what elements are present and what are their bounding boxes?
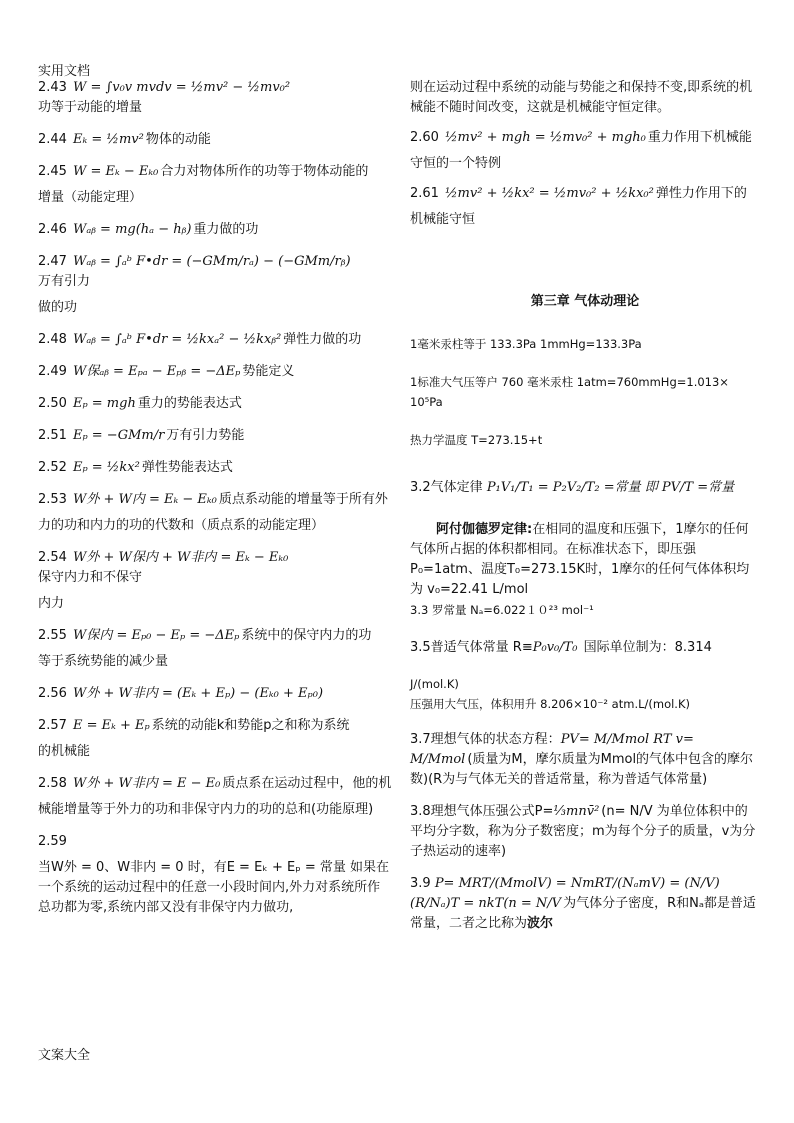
- equation-formula: Wₐᵦ = ∫ₐᵇ F•dr = (−GMm/rₐ) − (−GMm/rᵦ): [72, 254, 351, 269]
- ideal-gas-state-equation: [410, 730, 760, 790]
- equation-number: 2.52: [38, 460, 67, 475]
- equation-description: 弹性势能表达式: [141, 460, 233, 475]
- standard-atmosphere: 1标准大气压等户 760 毫米汞柱 1atm=760mmHg=1.013× 10⁵Pa: [410, 375, 729, 409]
- equation-number: 2.61: [410, 186, 439, 201]
- equation-description: 合力对物体所作的功等于物体动能的: [160, 164, 369, 179]
- equation-line: [38, 626, 393, 646]
- equation-2-48: [38, 330, 393, 350]
- gas-constant: [410, 638, 760, 658]
- page-footer: 文案大全: [38, 1048, 91, 1063]
- equation-number: 2.48: [38, 332, 67, 347]
- eq-3-9-formula: P= MRT/(MmolV) = NmRT/(NₐmV) = (N/V)(R/Nₐ)T = nkT(n = N/V: [410, 876, 720, 911]
- eq-3-9-note: 为气体分子密度，R和Nₐ都是普适常量，二者之比称为: [410, 896, 756, 931]
- equation-formula: W保ₐᵦ = Eₚₐ − Eₚᵦ = −ΔEₚ: [72, 364, 241, 379]
- equation-line: [38, 252, 393, 292]
- avogadro-law: [410, 520, 760, 600]
- gas-constant-formula: P₀v₀/T₀: [532, 640, 578, 655]
- equation-2-44: [38, 130, 393, 150]
- equation-description: 万有引力势能: [166, 428, 245, 443]
- pressure-note: (n= N/V 为单位体积中的平均分字数，称为分子数密度；m为每个分子的质量，v为分子热运动的速率): [410, 804, 756, 859]
- equation-line: [38, 394, 393, 414]
- equation-2-45: [38, 162, 393, 208]
- equation-formula: Wₐᵦ = mg(hₐ − hᵦ): [72, 222, 192, 237]
- equation-line: [410, 128, 760, 148]
- avogadro-title: 阿付伽德罗定律:: [436, 522, 533, 537]
- equation-number: 2.54: [38, 550, 67, 565]
- equation-number: 2.59: [38, 834, 67, 849]
- equation-2-59: [38, 832, 393, 918]
- equation-description-continued: 的机械能: [38, 744, 91, 759]
- equation-description: 重力做的功: [193, 222, 259, 237]
- equation-line: [38, 78, 393, 118]
- equation-line: [38, 548, 393, 588]
- equation-line: [38, 130, 393, 150]
- equation-2-53: [38, 490, 393, 536]
- equation-line: [410, 184, 760, 204]
- equation-number: 2.46: [38, 222, 67, 237]
- equation-line: [38, 330, 393, 350]
- pressure-mmhg: 1毫米汞柱等于 133.3Pa 1mmHg=133.3Pa: [410, 337, 642, 351]
- equation-formula: W外 + W非内 = E − E₀: [72, 776, 221, 791]
- state-equation-note: (质量为M，摩尔质量为Mmol的气体中包含的摩尔数)(R为与气体无关的普适常量，称为普适气体常量): [410, 752, 754, 787]
- equation-formula: W = ∫v₀v mvdv = ½mv² − ½mv₀²: [72, 80, 291, 95]
- gas-law-label: 3.2气体定律: [410, 480, 487, 495]
- equation-formula: Eₚ = ½kx²: [72, 460, 140, 475]
- equation-2-61: [410, 184, 760, 230]
- gas-constant-atm: 压强用大气压，体积用升 8.206×10⁻² atm.L/(mol.K): [410, 697, 690, 711]
- equation-description-continued: 内力: [38, 596, 65, 611]
- equation-description: 弹性力作用下的: [655, 186, 747, 201]
- page-header: 实用文档: [38, 64, 91, 79]
- equation-number: 2.55: [38, 628, 67, 643]
- equation-number: 2.47: [38, 254, 67, 269]
- equation-2-46: [38, 220, 393, 240]
- conservation-intro: 则在运动过程中系统的动能与势能之和保持不变,即系统的机械能不随时间改变，这就是机械能守恒定律。: [410, 80, 753, 115]
- equation-number: 2.53: [38, 492, 67, 507]
- equation-formula: E = Eₖ + Eₚ: [72, 718, 150, 733]
- equation-description-continued: 等于系统势能的减少量: [38, 654, 169, 669]
- eq-3-9-term: 波尔: [527, 916, 554, 931]
- equation-formula: Wₐᵦ = ∫ₐᵇ F•dr = ½kxₐ² − ½kxᵦ²: [72, 332, 282, 347]
- equation-formula: Eₚ = mgh: [72, 396, 136, 411]
- equation-description-continued: 增量（动能定理）: [38, 190, 143, 205]
- equation-formula: W外 + W内 = Eₖ − Eₖ₀: [72, 492, 217, 507]
- equation-line: [38, 220, 393, 240]
- equation-line: [38, 774, 393, 794]
- equation-number: 2.58: [38, 776, 67, 791]
- equation-line: [38, 426, 393, 446]
- equation-description: 功等于动能的增量: [38, 100, 143, 115]
- gas-constant-unit: J/(mol.K): [410, 677, 459, 691]
- equation-2-51: [38, 426, 393, 446]
- equation-formula: W外 + W保内 + W非内 = Eₖ − Eₖ₀: [72, 550, 289, 565]
- equation-description: 物体的动能: [145, 132, 211, 147]
- equation-description: 弹性力做的功: [283, 332, 362, 347]
- avogadro-body: 在相同的温度和压强下，1摩尔的任何气体所占据的体积都相同。在标准状态下，即压强P₀=1atm、温度T₀=273.15K时，1摩尔的任何气体体积均为 v₀=22.41 L/mol: [410, 522, 750, 597]
- gas-density-formula: [410, 874, 760, 934]
- equation-line: [38, 716, 393, 736]
- equation-description: 质点系在运动过程中，他的机: [222, 776, 392, 791]
- equation-description-continued: 做的功: [38, 300, 78, 315]
- equation-description-continued: 力的功和内力的功的代数和（质点系的动能定理）: [38, 518, 325, 533]
- equation-description: 重力的势能表达式: [137, 396, 242, 411]
- state-equation-formula: PV= M/Mmol RT v= M/Mmol: [410, 732, 694, 767]
- right-equations: [410, 128, 760, 230]
- eq-3-9-label: 3.9: [410, 876, 435, 891]
- equation-description: 系统的动能k和势能p之和称为系统: [151, 718, 350, 733]
- equation-description: 质点系动能的增量等于所有外: [218, 492, 388, 507]
- chapter-title: 第三章 气体动理论: [530, 294, 640, 309]
- equation-number: 2.43: [38, 80, 67, 95]
- equation-2-52: [38, 458, 393, 478]
- equation-number: 2.44: [38, 132, 67, 147]
- equation-description: 系统中的保守内力的功: [241, 628, 372, 643]
- equation-description: 万有引力: [38, 274, 91, 289]
- equation-2-50: [38, 394, 393, 414]
- equation-2-54: [38, 548, 393, 614]
- gas-law: [410, 478, 760, 498]
- equation-description-continued: 机械能守恒: [410, 212, 476, 227]
- equation-number: 2.49: [38, 364, 67, 379]
- equation-number: 2.50: [38, 396, 67, 411]
- right-column: [410, 78, 760, 934]
- equation-2-57: [38, 716, 393, 762]
- gas-constant-label: 3.5普适气体常量 R≡: [410, 640, 533, 655]
- state-equation-label: 3.7理想气体的状态方程：: [410, 732, 561, 747]
- equation-2-56: [38, 684, 393, 704]
- equation-description: 保守内力和不保守: [38, 570, 143, 585]
- equation-2-47: [38, 252, 393, 318]
- thermo-temperature: 热力学温度 T=273.15+t: [410, 433, 543, 447]
- equation-2-55: [38, 626, 393, 672]
- equation-line: [38, 458, 393, 478]
- equation-number: 2.60: [410, 130, 439, 145]
- equation-description: 重力作用下机械能: [647, 130, 752, 145]
- equation-line: [38, 490, 393, 510]
- equation-description-continued: 守恒的一个特例: [410, 156, 502, 171]
- equation-formula: Eₖ = ½mv²: [72, 132, 144, 147]
- equation-formula: ½mv² + ½kx² = ½mv₀² + ½kx₀²: [444, 186, 654, 201]
- equation-formula: Eₚ = −GMm/r: [72, 428, 165, 443]
- equation-line: [38, 362, 393, 382]
- equation-formula: W = Eₖ − Eₖ₀: [72, 164, 159, 179]
- ideal-gas-pressure: [410, 802, 760, 862]
- equation-formula: W保内 = Eₚ₀ − Eₚ = −ΔEₚ: [72, 628, 240, 643]
- equation-line: [38, 832, 393, 852]
- pressure-formula: ⅓mnv̄²: [553, 804, 600, 819]
- equation-description: 势能定义: [242, 364, 295, 379]
- equation-2-43: [38, 78, 393, 118]
- equation-formula: ½mv² + mgh = ½mv₀² + mgh₀: [444, 130, 646, 145]
- equation-formula: W外 + W非内 = (Eₖ + Eₚ) − (Eₖ₀ + Eₚ₀): [72, 686, 324, 701]
- pressure-label: 3.8理想气体压强公式P=: [410, 804, 554, 819]
- equation-line: [38, 684, 393, 704]
- gas-law-formula: P₁V₁/T₁ = P₂V₂/T₂ =常量 即 PV/T =常量: [486, 480, 735, 495]
- left-column: [38, 78, 393, 930]
- equation-description-continued: 械能增量等于外力的功和非保守内力的功的总和(功能原理): [38, 802, 374, 817]
- equation-description-continued: 当W外 = 0、W非内 = 0 时，有E = Eₖ + Eₚ = 常量 如果在一个系统的运动过程中的任意一小段时间内,外力对系统所作总功都为零,系统内部又没有非保守内力做功,: [38, 860, 390, 915]
- avogadro-constant: 3.3 罗常量 Nₐ=6.022１０²³ mol⁻¹: [410, 603, 594, 617]
- equation-2-49: [38, 362, 393, 382]
- gas-constant-si: 国际单位制为：8.314: [579, 640, 712, 655]
- equation-number: 2.51: [38, 428, 67, 443]
- equation-line: [38, 162, 393, 182]
- equation-number: 2.45: [38, 164, 67, 179]
- equation-2-60: [410, 128, 760, 174]
- equation-number: 2.57: [38, 718, 67, 733]
- equation-2-58: [38, 774, 393, 820]
- equation-number: 2.56: [38, 686, 67, 701]
